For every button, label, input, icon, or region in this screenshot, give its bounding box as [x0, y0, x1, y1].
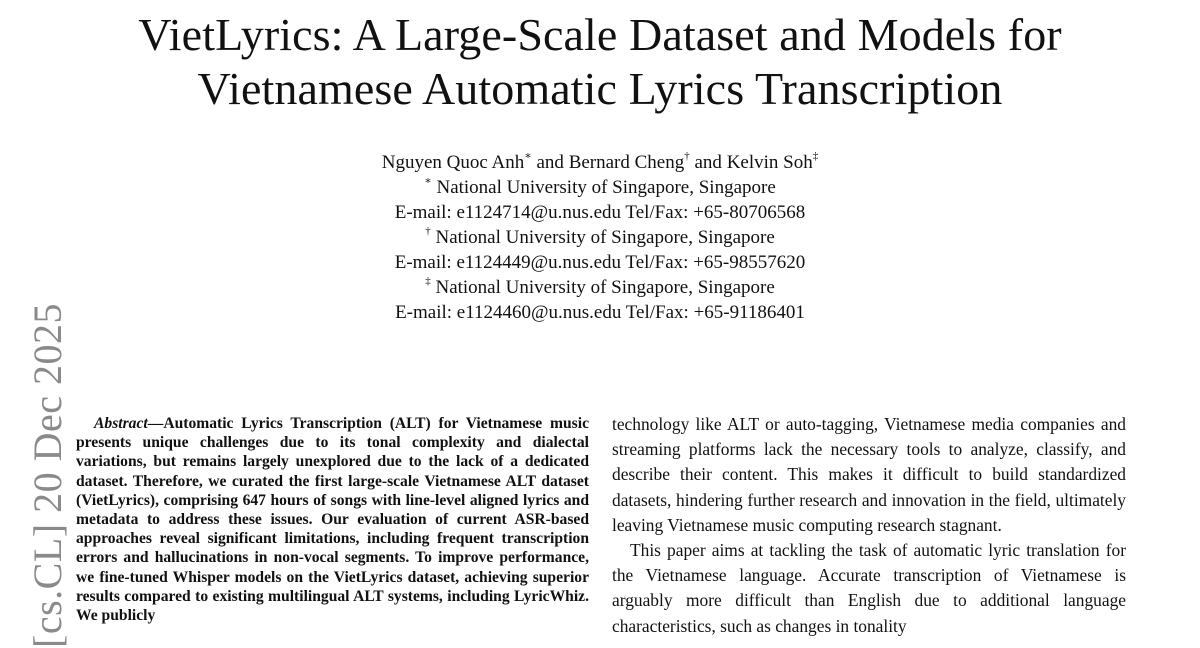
affiliation-institution: National University of Singapore, Singapore: [435, 277, 775, 298]
affiliation-line: [0, 175, 1200, 200]
paper-title-line-1: VietLyrics: A Large-Scale Dataset and Models for: [138, 9, 1062, 60]
affiliation-contact: E-mail: e1124714@u.nus.edu Tel/Fax: +65-80706568: [394, 202, 806, 223]
author-block: [0, 150, 1200, 325]
abstract: [76, 414, 589, 625]
author-names: [0, 150, 1200, 175]
affiliation-line: [0, 275, 1200, 300]
author-connector: and: [531, 152, 569, 173]
arxiv-side-stamp: [cs.CL] 20 Dec 2025: [25, 303, 70, 648]
affiliation-mark: ‡: [425, 274, 431, 287]
affiliation-mark: †: [425, 224, 431, 237]
paper-title-line-2: Vietnamese Automatic Lyrics Transcription: [197, 63, 1003, 114]
body-paragraph: This paper aims at tackling the task of automatic lyric translation for the Vietnamese language. Accurate transcription of Vietnamese is arguably more difficult than English due to additional language characteristics, such as changes in tonality: [612, 540, 1126, 636]
affiliation-contact: E-mail: e1124449@u.nus.edu Tel/Fax: +65-98557620: [394, 252, 806, 273]
author-connector: and: [689, 152, 727, 173]
author-mark: ∗: [524, 149, 532, 162]
author-mark: †: [684, 149, 690, 162]
author-name: Kelvin Soh: [726, 152, 813, 173]
affiliation-mark: ∗: [424, 174, 432, 187]
affiliation-institution: National University of Singapore, Singapore: [435, 227, 775, 248]
author-name: Nguyen Quoc Anh: [381, 152, 525, 173]
author-mark: ‡: [812, 149, 819, 162]
abstract-label: Abstract: [94, 415, 148, 432]
paper-title: [0, 8, 1200, 116]
abstract-text: —Automatic Lyrics Transcription (ALT) for Vietnamese music presents unique challenges due to its tonal complexity and dialectal variations, but remains largely unexplored due to the lack of a dedicated dataset. Therefore, we curated the first large-scale Vietnamese ALT dataset (VietLyrics), comprising 647 hours of songs with line-level aligned lyrics and metadata to address these issues. Our evaluation of current ASR-based approaches reveal significant limitations, including frequent transcription errors and hallucinations in non-vocal segments. To improve performance, we fine-tuned Whisper models on the VietLyrics dataset, achieving superior results compared to existing multilingual ALT systems, including LyricWhiz. We publicly: [76, 415, 589, 625]
affiliation-institution: National University of Singapore, Singapore: [436, 177, 776, 198]
body-column-right: [612, 412, 1126, 639]
body-paragraph: technology like ALT or auto-tagging, Vietnamese media companies and streaming platforms lack the necessary tools to analyze, classify, and describe their content. This makes it difficult to build standardized datasets, hindering further research and innovation in the field, ultimately leaving Vietnamese music computing research stagnant.: [612, 414, 1126, 535]
affiliation-line: [0, 225, 1200, 250]
author-name: Bernard Cheng: [568, 152, 685, 173]
affiliation-contact: E-mail: e1124460@u.nus.edu Tel/Fax: +65-91186401: [395, 302, 805, 323]
